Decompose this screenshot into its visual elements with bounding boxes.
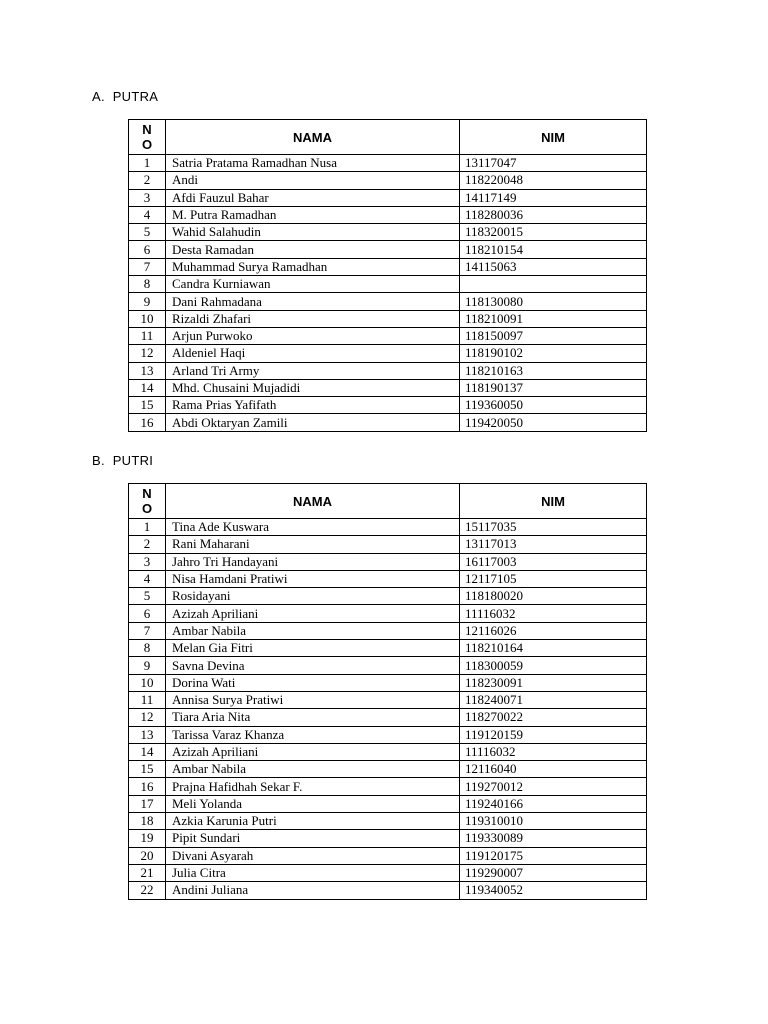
student-nim: 13117047: [460, 155, 647, 172]
student-nim: 118270022: [460, 709, 647, 726]
student-name: Candra Kurniawan: [166, 276, 460, 293]
table-row: [129, 553, 647, 570]
row-number: 19: [129, 830, 166, 847]
student-name: Mhd. Chusaini Mujadidi: [166, 379, 460, 396]
row-number: 16: [129, 778, 166, 795]
table-row: [129, 570, 647, 587]
table-row: [129, 155, 647, 172]
student-name: Rani Maharani: [166, 536, 460, 553]
student-name: Annisa Surya Pratiwi: [166, 691, 460, 708]
student-nim: 13117013: [460, 536, 647, 553]
student-nim: 118230091: [460, 674, 647, 691]
table-row: [129, 327, 647, 344]
student-nim: 12117105: [460, 570, 647, 587]
table-row: [129, 241, 647, 258]
table-row: [129, 640, 647, 657]
student-name: Azizah Apriliani: [166, 743, 460, 760]
row-number: 18: [129, 813, 166, 830]
table-row: [129, 743, 647, 760]
student-name: Arland Tri Army: [166, 362, 460, 379]
table-row: [129, 189, 647, 206]
student-name: Abdi Oktaryan Zamili: [166, 414, 460, 431]
student-name: Rosidayani: [166, 588, 460, 605]
table-row: [129, 761, 647, 778]
table-header-row: [129, 120, 647, 155]
table-row: [129, 172, 647, 189]
column-header-nama: NAMA: [166, 120, 460, 155]
student-name: Rama Prias Yafifath: [166, 397, 460, 414]
row-number: 9: [129, 293, 166, 310]
student-nim: 16117003: [460, 553, 647, 570]
table-row: [129, 362, 647, 379]
row-number: 5: [129, 224, 166, 241]
putra-table: [128, 119, 647, 432]
table-row: [129, 691, 647, 708]
row-number: 21: [129, 864, 166, 881]
row-number: 12: [129, 345, 166, 362]
table-row: [129, 657, 647, 674]
student-nim: 15117035: [460, 519, 647, 536]
student-name: Tarissa Varaz Khanza: [166, 726, 460, 743]
student-nim: 118210154: [460, 241, 647, 258]
student-nim: 119240166: [460, 795, 647, 812]
student-name: Prajna Hafidhah Sekar F.: [166, 778, 460, 795]
table-row: [129, 795, 647, 812]
student-nim: 118210164: [460, 640, 647, 657]
row-number: 8: [129, 640, 166, 657]
student-nim: 12116040: [460, 761, 647, 778]
row-number: 8: [129, 276, 166, 293]
section-title-putri: B. PUTRI: [92, 453, 154, 468]
row-number: 14: [129, 743, 166, 760]
student-nim: 118280036: [460, 206, 647, 223]
row-number: 10: [129, 310, 166, 327]
student-nim: 118180020: [460, 588, 647, 605]
student-name: Julia Citra: [166, 864, 460, 881]
row-number: 6: [129, 241, 166, 258]
table-row: [129, 345, 647, 362]
student-nim: 119120159: [460, 726, 647, 743]
row-number: 7: [129, 622, 166, 639]
table-row: [129, 726, 647, 743]
student-nim: 118190102: [460, 345, 647, 362]
student-nim: 14117149: [460, 189, 647, 206]
student-name: Afdi Fauzul Bahar: [166, 189, 460, 206]
student-name: Dani Rahmadana: [166, 293, 460, 310]
student-nim: 118320015: [460, 224, 647, 241]
student-name: Muhammad Surya Ramadhan: [166, 258, 460, 275]
student-name: Tiara Aria Nita: [166, 709, 460, 726]
row-number: 1: [129, 519, 166, 536]
row-number: 6: [129, 605, 166, 622]
column-header-no: NO: [129, 120, 166, 155]
table-row: [129, 258, 647, 275]
section-title-putra: A. PUTRA: [92, 89, 159, 104]
student-nim: 119290007: [460, 864, 647, 881]
table-row: [129, 293, 647, 310]
table-row: [129, 379, 647, 396]
table-row: [129, 414, 647, 431]
row-number: 7: [129, 258, 166, 275]
student-name: Arjun Purwoko: [166, 327, 460, 344]
student-nim: 119270012: [460, 778, 647, 795]
student-nim: 11116032: [460, 605, 647, 622]
column-header-nim: NIM: [460, 120, 647, 155]
student-name: Wahid Salahudin: [166, 224, 460, 241]
table-row: [129, 588, 647, 605]
student-name: Desta Ramadan: [166, 241, 460, 258]
student-nim: 119420050: [460, 414, 647, 431]
student-name: Satria Pratama Ramadhan Nusa: [166, 155, 460, 172]
student-nim: 119310010: [460, 813, 647, 830]
student-nim: 118220048: [460, 172, 647, 189]
row-number: 1: [129, 155, 166, 172]
row-number: 2: [129, 172, 166, 189]
row-number: 12: [129, 709, 166, 726]
student-name: Meli Yolanda: [166, 795, 460, 812]
table-header-row: [129, 484, 647, 519]
student-name: M. Putra Ramadhan: [166, 206, 460, 223]
student-name: Azizah Apriliani: [166, 605, 460, 622]
row-number: 4: [129, 570, 166, 587]
row-number: 14: [129, 379, 166, 396]
table-row: [129, 847, 647, 864]
row-number: 17: [129, 795, 166, 812]
table-row: [129, 622, 647, 639]
putri-table: [128, 483, 647, 900]
student-name: Pipit Sundari: [166, 830, 460, 847]
student-nim: [460, 276, 647, 293]
row-number: 4: [129, 206, 166, 223]
column-header-nim: NIM: [460, 484, 647, 519]
student-nim: 119120175: [460, 847, 647, 864]
table-row: [129, 206, 647, 223]
student-nim: 12116026: [460, 622, 647, 639]
student-nim: 118150097: [460, 327, 647, 344]
table-row: [129, 882, 647, 899]
table-row: [129, 605, 647, 622]
table-row: [129, 709, 647, 726]
table-row: [129, 536, 647, 553]
row-number: 20: [129, 847, 166, 864]
student-nim: 118210091: [460, 310, 647, 327]
student-name: Nisa Hamdani Pratiwi: [166, 570, 460, 587]
student-nim: 14115063: [460, 258, 647, 275]
table-row: [129, 519, 647, 536]
student-name: Divani Asyarah: [166, 847, 460, 864]
row-number: 11: [129, 327, 166, 344]
table-row: [129, 864, 647, 881]
row-number: 15: [129, 397, 166, 414]
student-name: Aldeniel Haqi: [166, 345, 460, 362]
student-nim: 119360050: [460, 397, 647, 414]
row-number: 13: [129, 362, 166, 379]
table-row: [129, 276, 647, 293]
student-name: Savna Devina: [166, 657, 460, 674]
row-number: 5: [129, 588, 166, 605]
student-nim: 118300059: [460, 657, 647, 674]
row-number: 11: [129, 691, 166, 708]
student-name: Dorina Wati: [166, 674, 460, 691]
table-row: [129, 830, 647, 847]
row-number: 15: [129, 761, 166, 778]
student-nim: 118130080: [460, 293, 647, 310]
row-number: 2: [129, 536, 166, 553]
table-row: [129, 397, 647, 414]
student-name: Andini Juliana: [166, 882, 460, 899]
row-number: 3: [129, 189, 166, 206]
student-name: Jahro Tri Handayani: [166, 553, 460, 570]
student-nim: 118240071: [460, 691, 647, 708]
student-nim: 118190137: [460, 379, 647, 396]
table-row: [129, 778, 647, 795]
column-header-no: NO: [129, 484, 166, 519]
column-header-nama: NAMA: [166, 484, 460, 519]
student-name: Ambar Nabila: [166, 622, 460, 639]
table-row: [129, 813, 647, 830]
table-row: [129, 310, 647, 327]
row-number: 9: [129, 657, 166, 674]
student-nim: 118210163: [460, 362, 647, 379]
student-name: Tina Ade Kuswara: [166, 519, 460, 536]
row-number: 22: [129, 882, 166, 899]
table-row: [129, 224, 647, 241]
row-number: 3: [129, 553, 166, 570]
row-number: 16: [129, 414, 166, 431]
table-row: [129, 674, 647, 691]
row-number: 10: [129, 674, 166, 691]
student-name: Ambar Nabila: [166, 761, 460, 778]
student-name: Andi: [166, 172, 460, 189]
student-nim: 11116032: [460, 743, 647, 760]
row-number: 13: [129, 726, 166, 743]
student-nim: 119330089: [460, 830, 647, 847]
student-nim: 119340052: [460, 882, 647, 899]
student-name: Melan Gia Fitri: [166, 640, 460, 657]
student-name: Azkia Karunia Putri: [166, 813, 460, 830]
student-name: Rizaldi Zhafari: [166, 310, 460, 327]
